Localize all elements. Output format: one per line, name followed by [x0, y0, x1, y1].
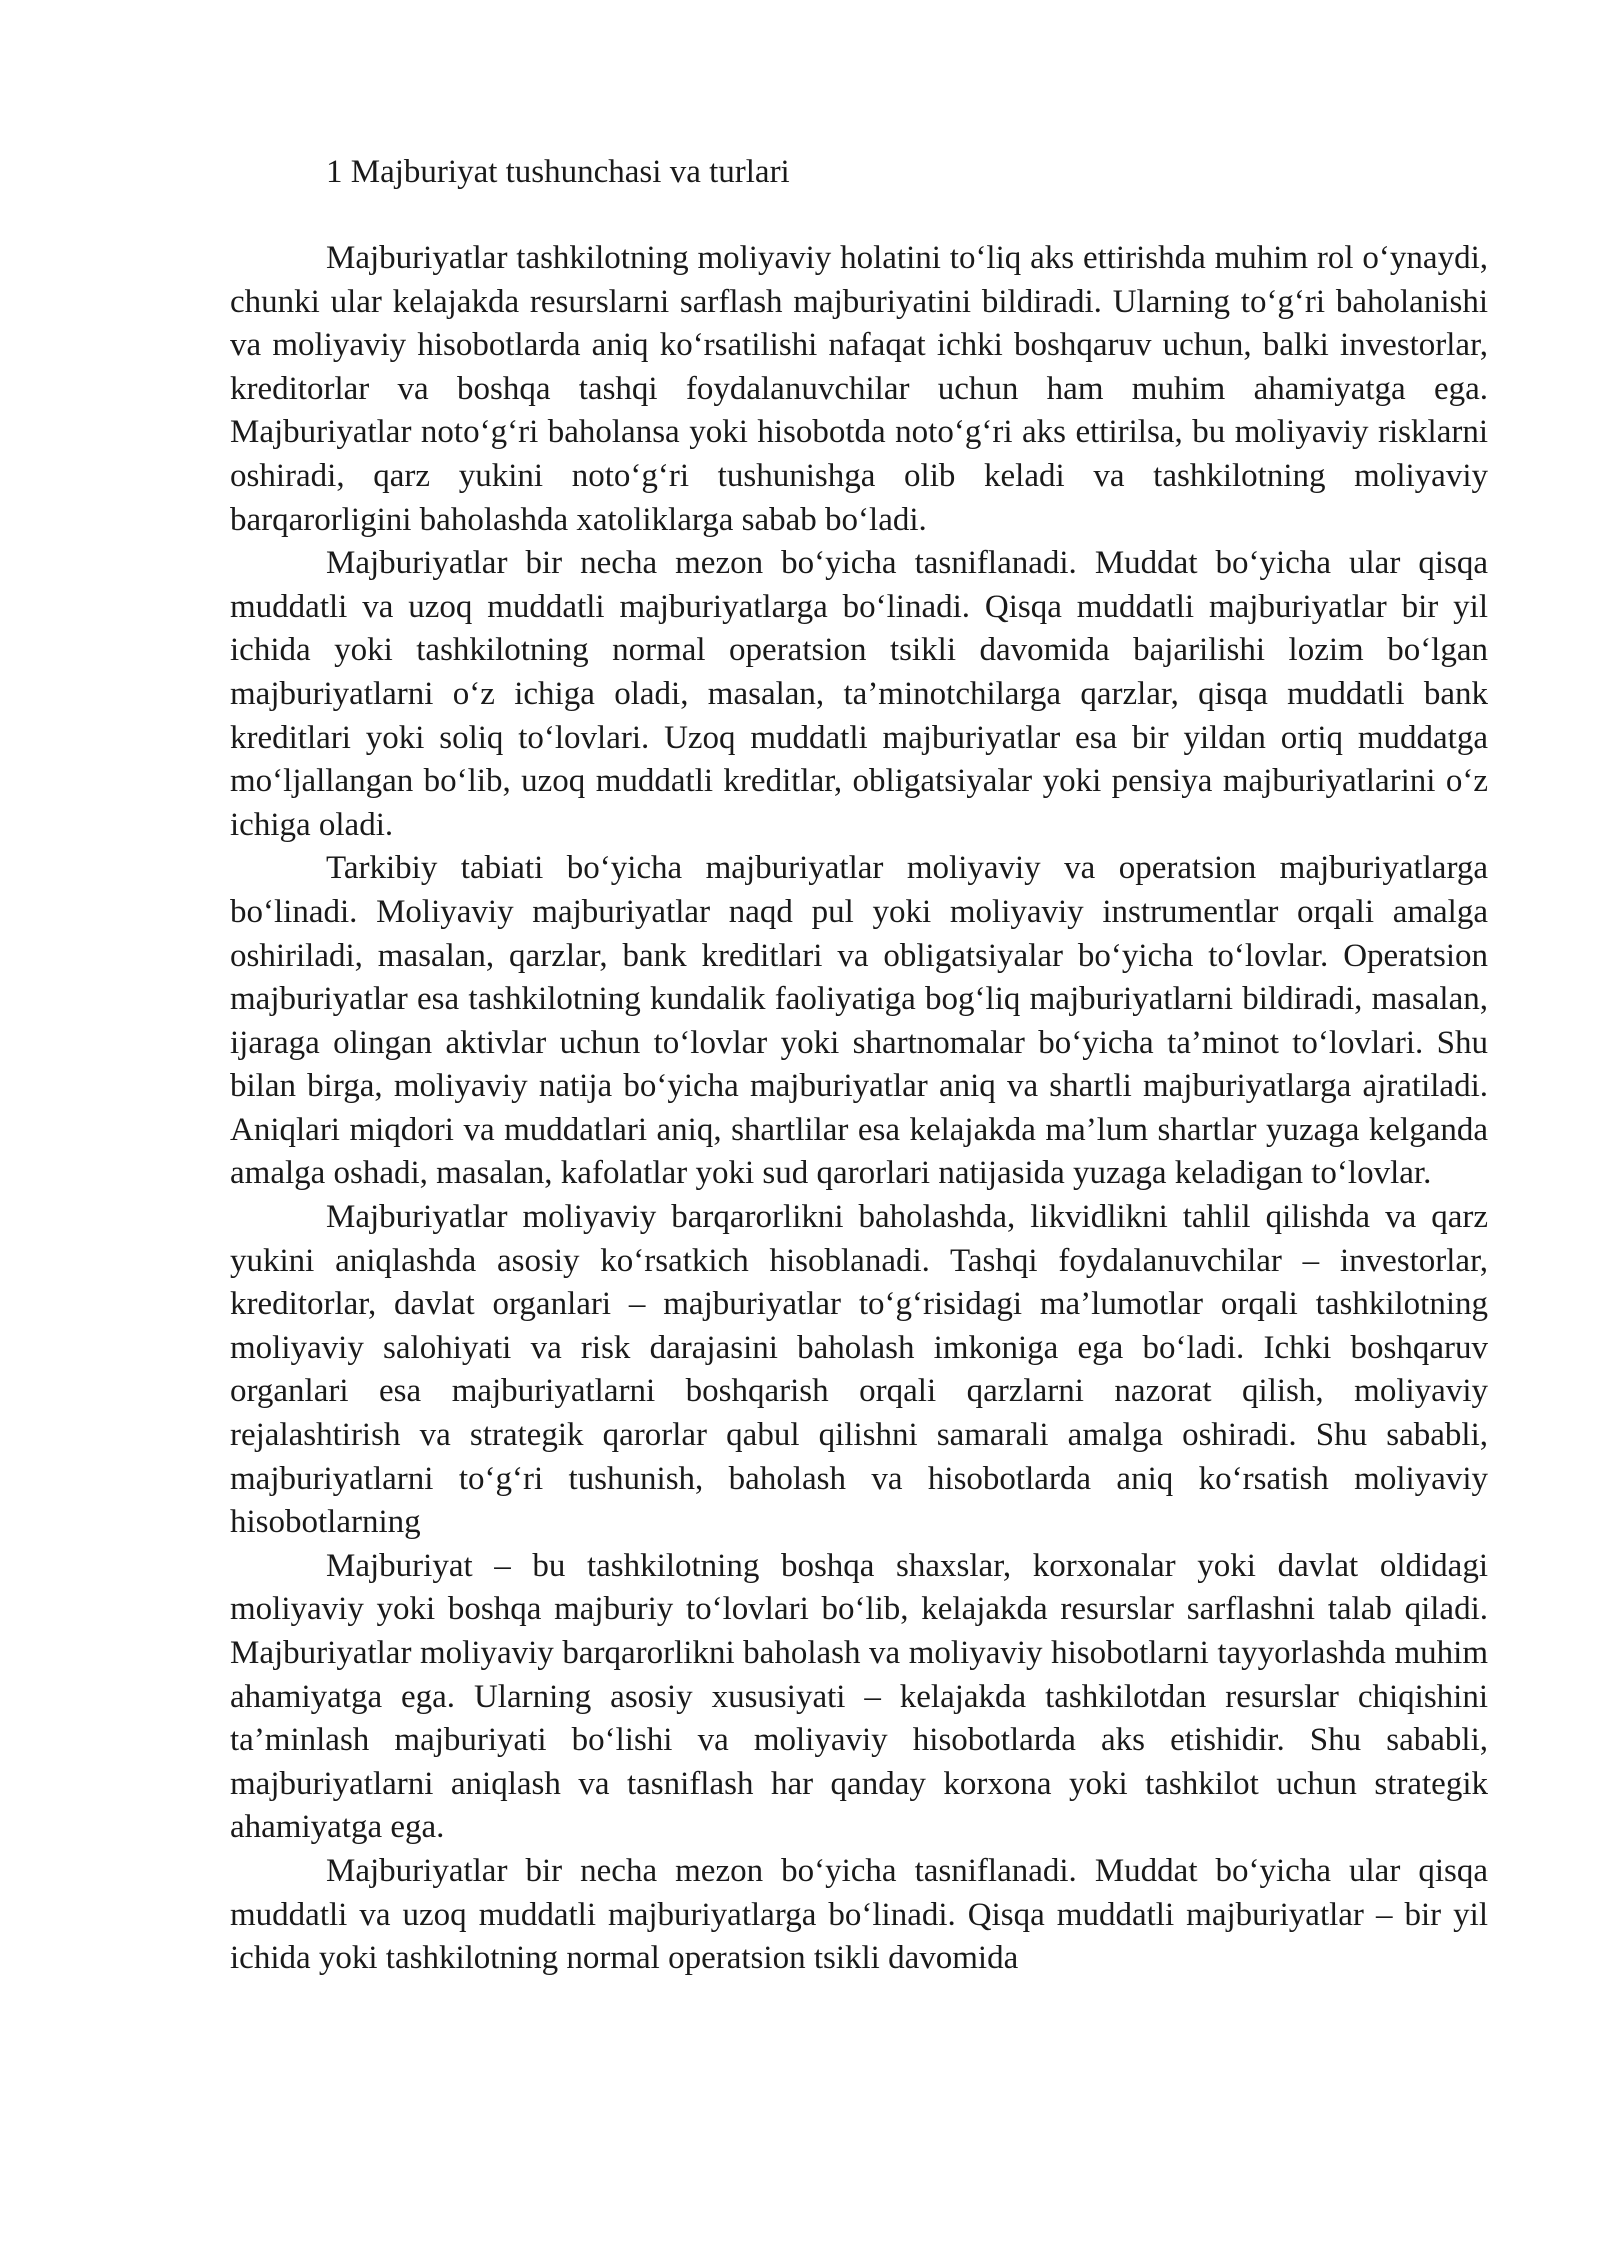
paragraph-4: Majburiyatlar moliyaviy barqarorlikni baholashda, likvidlikni tahlil qilishda va qarz yukini aniqlashda asosiy ko‘rsatkich hisoblanadi. Tashqi foydalanuvchilar – investorlar, kreditorlar, davlat organlari – majburiyatlar to‘g‘risidagi ma’lumotlar orqali tashkilotning moliyaviy salohiyati va risk darajasini baholash imkoniga ega bo‘ladi. Ichki boshqaruv organlari esa majburiyatlarni boshqarish orqali qarzlarni nazorat qilish, moliyaviy rejalashtirish va strategik qarorlar qabul qilishni samarali amalga oshiradi. Shu sababli, majburiyatlarni to‘g‘ri tushunish, baholash va hisobotlarda aniq ko‘rsatish moliyaviy hisobotlarning [230, 1199, 1488, 1541]
heading-spacer [230, 194, 1488, 237]
section-heading: 1 Majburiyat tushunchasi va turlari [326, 154, 790, 190]
paragraph-6: Majburiyatlar bir necha mezon bo‘yicha tasniflanadi. Muddat bo‘yicha ular qisqa muddatli va uzoq muddatli majburiyatlarga bo‘linadi. Qisqa muddatli majburiyatlar – bir yil ichida yoki tashkilotning normal operatsion tsikli davomida [230, 1852, 1488, 1977]
document-page [230, 150, 1488, 1981]
paragraph-1: Majburiyatlar tashkilotning moliyaviy holatini to‘liq aks ettirishda muhim rol o‘ynaydi, chunki ular kelajakda resurslarni sarflash majburiyatini bildiradi. Ularning to‘g‘ri baholanishi va moliyaviy hisobotlarda aniq ko‘rsatilishi nafaqat ichki boshqaruv uchun, balki investorlar, kreditorlar va boshqa tashqi foydalanuvchilar uchun ham muhim ahamiyatga ega. Majburiyatlar noto‘g‘ri baholansa yoki hisobotda noto‘g‘ri aks ettirilsa, bu moliyaviy risklarni oshiradi, qarz yukini noto‘g‘ri tushunishga olib keladi va tashkilotning moliyaviy barqarorligini baholashda xatoliklarga sabab bo‘ladi. [230, 240, 1488, 538]
paragraph-5: Majburiyat – bu tashkilotning boshqa shaxslar, korxonalar yoki davlat oldidagi moliyaviy yoki boshqa majburiy to‘lovlari bo‘lib, kelajakda resurslar sarflashni talab qiladi. Majburiyatlar moliyaviy barqarorlikni baholash va moliyaviy hisobotlarni tayyorlashda muhim ahamiyatga ega. Ularning asosiy xususiyati – kelajakda tashkilotdan resurslar chiqishini ta’minlash majburiyati bo‘lishi va moliyaviy hisobotlarda aks etishidir. Shu sababli, majburiyatlarni aniqlash va tasniflash har qanday korxona yoki tashkilot uchun strategik ahamiyatga ega. [230, 1547, 1488, 1846]
paragraph-3: Tarkibiy tabiati bo‘yicha majburiyatlar moliyaviy va operatsion majburiyatlarga bo‘linadi. Moliyaviy majburiyatlar naqd pul yoki moliyaviy instrumentlar orqali amalga oshiriladi, masalan, qarzlar, bank kreditlari va obligatsiyalar bo‘yicha to‘lovlar. Operatsion majburiyatlar esa tashkilotning kundalik faoliyatiga bog‘liq majburiyatlarni bildiradi, masalan, ijaraga olingan aktivlar uchun to‘lovlar yoki shartnomalar bo‘yicha ta’minot to‘lovlari. Shu bilan birga, moliyaviy natija bo‘yicha majburiyatlar aniq va shartli majburiyatlarga ajratiladi. Aniqlari miqdori va muddatlari aniq, shartlilar esa kelajakda ma’lum shartlar yuzaga kelganda amalga oshadi, masalan, kafolatlar yoki sud qarorlari natijasida yuzaga keladigan to‘lovlar. [230, 850, 1488, 1192]
paragraph-2: Majburiyatlar bir necha mezon bo‘yicha tasniflanadi. Muddat bo‘yicha ular qisqa muddatli va uzoq muddatli majburiyatlarga bo‘linadi. Qisqa muddatli majburiyatlar bir yil ichida yoki tashkilotning normal operatsion tsikli davomida bajarilishi lozim bo‘lgan majburiyatlarni o‘z ichiga oladi, masalan, ta’minotchilarga qarzlar, qisqa muddatli bank kreditlari yoki soliq to‘lovlari. Uzoq muddatli majburiyatlar esa bir yildan ortiq muddatga mo‘ljallangan bo‘lib, uzoq muddatli kreditlar, obligatsiyalar yoki pensiya majburiyatlarini o‘z ichiga oladi. [230, 545, 1488, 843]
